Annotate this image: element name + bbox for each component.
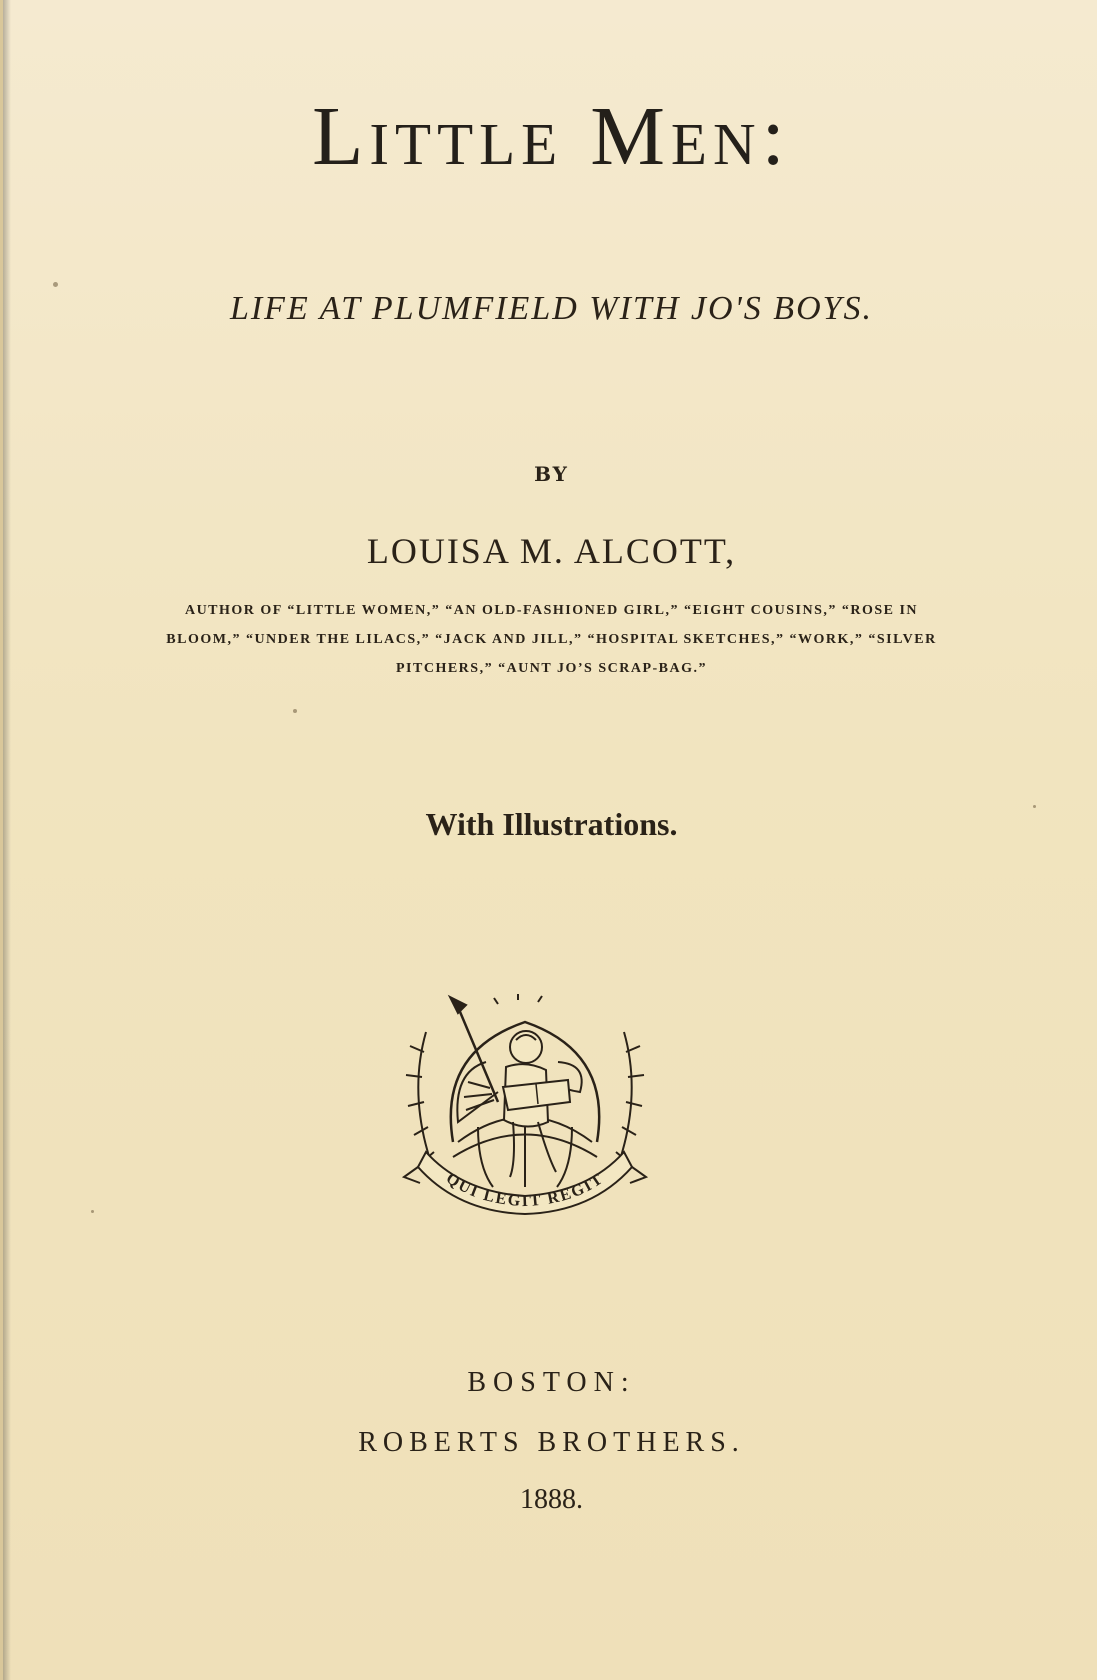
paper-speck (1033, 805, 1036, 808)
book-subtitle: LIFE AT PLUMFIELD WITH JO'S BOYS. (229, 290, 874, 327)
paper-speck (53, 282, 58, 287)
imprint-publisher: ROBERTS BROTHERS. (358, 1427, 745, 1458)
illustrations-note: With Illustrations. (425, 806, 678, 842)
paper-speck (91, 1210, 94, 1213)
paper-speck (293, 709, 297, 713)
author-name: LOUISA M. ALCOTT, (366, 531, 737, 571)
emblem-motto: QUI LEGIT REGIT (442, 1169, 608, 1211)
by-line: BY (534, 462, 569, 486)
imprint-year: 1888. (520, 1484, 583, 1515)
imprint-city: BOSTON: (467, 1367, 636, 1398)
author-other-works: AUTHOR OF “LITTLE WOMEN,” “AN OLD-FASHIONED GIRL,” “EIGHT COUSINS,” “ROSE IN BLOOM,” “UNDER THE LILACS,” “JACK AND JILL,” “HOSPITAL SKETCHES,” “WORK,” “SILVER PITCHERS,” “AUNT JO’S SCRAP-BAG.” (166, 603, 937, 676)
cherub-reading-emblem-icon (398, 992, 652, 1226)
book-title: Little Men: (312, 90, 791, 183)
